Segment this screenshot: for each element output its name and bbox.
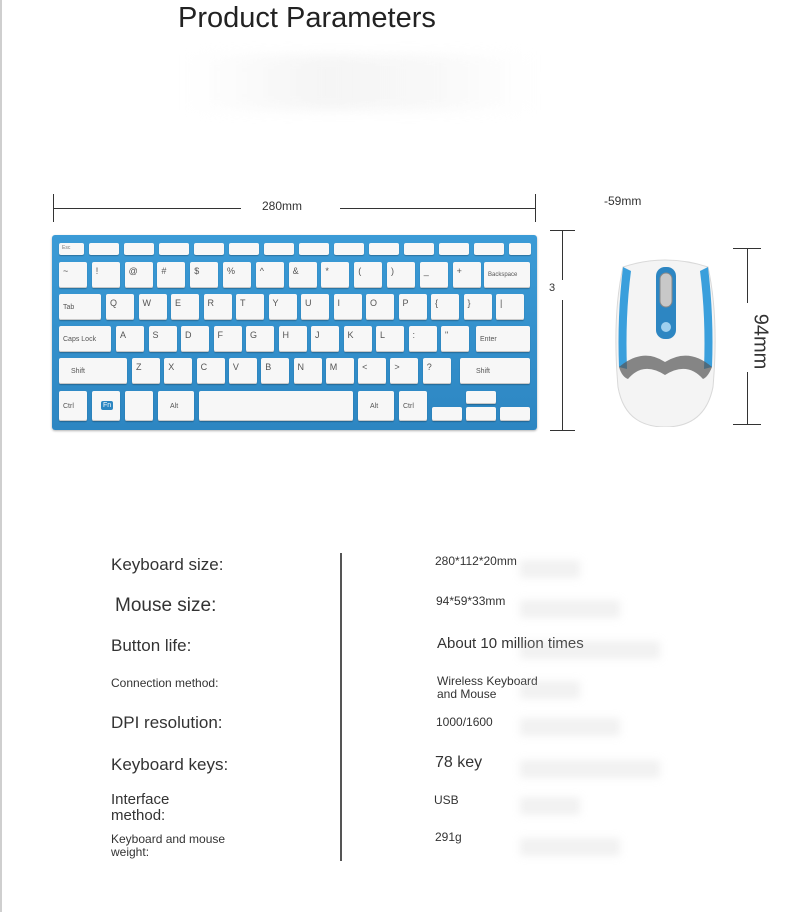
letter-key: K xyxy=(344,326,372,352)
dim-vline-bottom xyxy=(562,300,563,430)
spec-value: About 10 million times xyxy=(437,635,584,652)
dim-line-left xyxy=(53,208,241,209)
key-f7 xyxy=(299,243,329,255)
number-row-key: + xyxy=(453,262,481,288)
key-esc: Esc xyxy=(59,243,84,255)
letter-key: A xyxy=(116,326,144,352)
faded-background-text xyxy=(520,560,580,578)
letter-key: X xyxy=(164,358,192,384)
spec-value: 291g xyxy=(435,830,462,844)
number-row-key: ^ xyxy=(256,262,284,288)
key-caps-lock: Caps Lock xyxy=(59,326,111,352)
number-row-key: @ xyxy=(125,262,153,288)
spec-value: Wireless Keyboard and Mouse xyxy=(437,674,538,701)
key-arrow-down xyxy=(466,407,496,421)
letter-key: G xyxy=(246,326,274,352)
letter-key: L xyxy=(376,326,404,352)
keyboard-image xyxy=(52,235,537,430)
letter-key: D xyxy=(181,326,209,352)
number-row-key: % xyxy=(223,262,251,288)
letter-key: R xyxy=(204,294,232,320)
faded-background-text xyxy=(520,681,580,699)
key-f1 xyxy=(89,243,119,255)
spec-label: Keyboard keys: xyxy=(111,755,229,774)
letter-key: " xyxy=(441,326,469,352)
letter-key: F xyxy=(214,326,242,352)
dim-tick-right xyxy=(535,194,536,222)
dim-line-right xyxy=(340,208,535,209)
letter-key: U xyxy=(301,294,329,320)
faded-background-text xyxy=(185,55,535,110)
number-row-key: $ xyxy=(190,262,218,288)
letter-key: V xyxy=(229,358,257,384)
key-shift-right: Shift xyxy=(460,358,530,384)
letter-key: T xyxy=(236,294,264,320)
key-f10 xyxy=(404,243,434,255)
page-border xyxy=(0,0,2,912)
letter-key: W xyxy=(139,294,167,320)
mouse-dim-vline-top xyxy=(747,248,748,303)
key-f3 xyxy=(159,243,189,255)
dim-tick-bottom xyxy=(550,430,575,431)
key-ctrl-left: Ctrl xyxy=(59,391,87,421)
key-alt-left: Alt xyxy=(158,391,194,421)
key-f6 xyxy=(264,243,294,255)
spec-label: Interface method: xyxy=(111,791,170,824)
key-enter: Enter xyxy=(476,326,530,352)
page-title: Product Parameters xyxy=(178,2,436,34)
spec-label: DPI resolution: xyxy=(111,713,223,732)
faded-background-text xyxy=(520,718,620,736)
key-backspace: Backspace xyxy=(484,262,530,288)
letter-key: : xyxy=(409,326,437,352)
key-arrow-right xyxy=(500,407,530,421)
faded-background-text xyxy=(520,641,660,659)
letter-key: I xyxy=(334,294,362,320)
letter-key: | xyxy=(496,294,524,320)
spec-value: 94*59*33mm xyxy=(436,594,506,608)
letter-key: < xyxy=(358,358,386,384)
letter-key: S xyxy=(149,326,177,352)
spec-label: Mouse size: xyxy=(115,595,217,616)
spec-label: Keyboard size: xyxy=(111,555,224,574)
key-alt-right: Alt xyxy=(358,391,394,421)
spec-label: Connection method: xyxy=(111,676,219,690)
key-tab: Tab xyxy=(59,294,101,320)
letter-key: P xyxy=(399,294,427,320)
key-f11 xyxy=(439,243,469,255)
letter-key: H xyxy=(279,326,307,352)
number-row-key: ! xyxy=(92,262,120,288)
mouse-dim-vline-bottom xyxy=(747,372,748,424)
number-row-key: ( xyxy=(354,262,382,288)
letter-key: M xyxy=(326,358,354,384)
key-shift-left: Shift xyxy=(59,358,127,384)
key-space xyxy=(199,391,353,421)
mouse-dim-tick-bottom xyxy=(733,424,761,425)
number-row-key: # xyxy=(157,262,185,288)
spec-value: 1000/1600 xyxy=(436,715,493,729)
number-row-key: & xyxy=(289,262,317,288)
number-row-key: * xyxy=(321,262,349,288)
keyboard-height-label: 3 xyxy=(549,282,556,294)
keyboard-width-label: 280mm xyxy=(262,199,303,213)
letter-key: O xyxy=(366,294,394,320)
spec-value: 280*112*20mm xyxy=(435,554,517,568)
spec-divider xyxy=(340,553,342,861)
letter-key: { xyxy=(431,294,459,320)
letter-key: C xyxy=(197,358,225,384)
key-f12 xyxy=(474,243,504,255)
letter-key: } xyxy=(464,294,492,320)
letter-key: Z xyxy=(132,358,160,384)
key-arrow-left xyxy=(432,407,462,421)
mouse-image xyxy=(613,257,718,427)
spec-label: Button life: xyxy=(111,636,192,655)
key-f5 xyxy=(229,243,259,255)
letter-key: ? xyxy=(423,358,451,384)
key-ctrl-right: Ctrl xyxy=(399,391,427,421)
mouse-width-label: -59mm xyxy=(604,194,642,208)
mouse-length-label: 94mm xyxy=(749,313,772,370)
faded-background-text xyxy=(520,838,620,856)
dim-vline-top xyxy=(562,230,563,280)
key-f8 xyxy=(334,243,364,255)
letter-key: E xyxy=(171,294,199,320)
spec-label: Keyboard and mouse weight: xyxy=(111,832,226,859)
letter-key: Q xyxy=(106,294,134,320)
faded-background-text xyxy=(520,760,660,778)
letter-key: J xyxy=(311,326,339,352)
key-f4 xyxy=(194,243,224,255)
letter-key: B xyxy=(261,358,289,384)
key-f9 xyxy=(369,243,399,255)
key-f2 xyxy=(124,243,154,255)
key-fn: Fn xyxy=(92,391,120,421)
letter-key: N xyxy=(294,358,322,384)
spec-value: USB xyxy=(434,793,459,807)
number-row-key: ) xyxy=(387,262,415,288)
letter-key: Y xyxy=(269,294,297,320)
number-row-key: ~ xyxy=(59,262,87,288)
faded-background-text xyxy=(520,600,620,618)
faded-background-text xyxy=(520,797,580,815)
spec-value: 78 key xyxy=(435,754,483,771)
letter-key: > xyxy=(390,358,418,384)
windows-key-icon xyxy=(125,391,153,421)
number-row-key: _ xyxy=(420,262,448,288)
key-arrow-up xyxy=(466,391,496,404)
key-delete xyxy=(509,243,531,255)
